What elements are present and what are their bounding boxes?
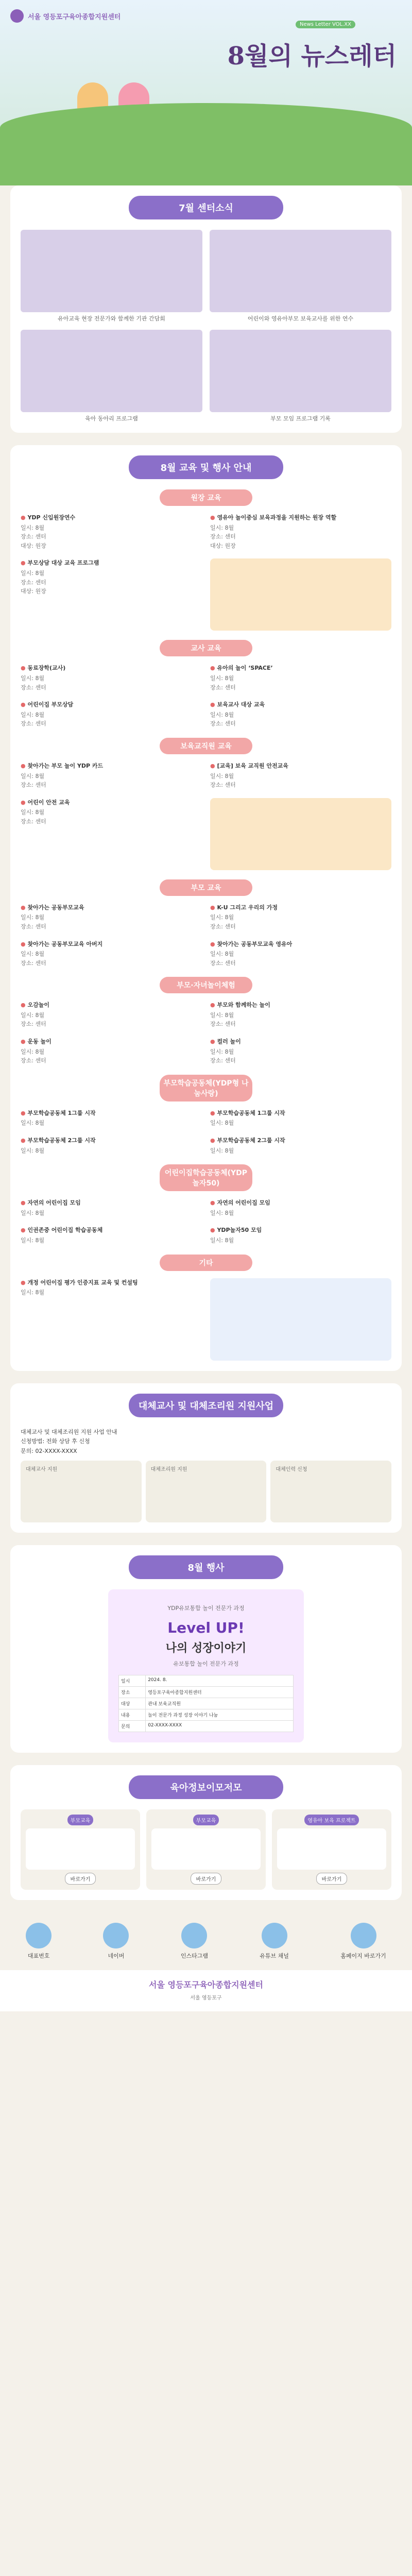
event-name: ● 부모학습공동체 1그룹 시작 <box>210 1109 391 1118</box>
go-button[interactable]: 바로가기 <box>65 1873 96 1885</box>
flag-illustration <box>210 1278 391 1361</box>
logo <box>10 9 121 23</box>
event-line: 일시: 8월 <box>21 711 45 718</box>
poster-title: Level UP! <box>167 1619 245 1636</box>
info-thumb <box>26 1828 135 1870</box>
support-banner: 대체교사 및 대체조리원 지원사업 <box>129 1394 283 1417</box>
photo <box>21 330 202 412</box>
event-item <box>21 940 202 968</box>
event-item <box>210 1198 391 1217</box>
photo-card <box>210 330 391 422</box>
event-line: 일시: 8월 <box>21 674 45 682</box>
event-item <box>21 1278 202 1361</box>
event-line: 일시: 8월 <box>210 711 234 718</box>
go-button[interactable]: 바로가기 <box>191 1873 222 1885</box>
event-line: 일시: 8월 <box>210 1011 234 1019</box>
event-line: 장소: 센터 <box>21 579 46 586</box>
event-item <box>210 700 391 728</box>
table-cell: 장소 <box>119 1686 146 1698</box>
group-title: 어린이집학습공동체(YDP놀자50) <box>160 1164 252 1191</box>
event-line: 장소: 센터 <box>210 1021 236 1028</box>
center-news-section <box>10 185 402 433</box>
event-name: ● 운동 놀이 <box>21 1037 202 1046</box>
event-name: ● 부모학습공동체 2그룹 시작 <box>210 1136 391 1145</box>
event-line: 일시: 8월 <box>21 1011 45 1019</box>
event-line: 장소: 센터 <box>21 923 46 930</box>
event-name: ● 보육교사 대상 교육 <box>210 700 391 709</box>
poster-subtitle: 나의 성장이야기 <box>165 1641 247 1655</box>
photo <box>21 230 202 312</box>
event-line: 대상: 원장 <box>210 542 236 549</box>
event-line: 일시: 8월 <box>210 1237 234 1244</box>
issue-badge: News Letter VOL.XX <box>296 21 355 28</box>
event-item <box>21 1226 202 1245</box>
footer-address: 서울 영등포구 <box>190 1995 222 2001</box>
event-name: ● 오감놀이 <box>21 1001 202 1010</box>
event-item <box>210 513 391 550</box>
august-event-banner: 8월 행사 <box>129 1555 283 1579</box>
event-line: 장소: 센터 <box>210 782 236 789</box>
link-label: 홈페이지 바로가기 <box>340 1952 386 1959</box>
event-item <box>21 798 202 870</box>
event-name: ● 찾아가는 공동부모교육 아버지 <box>21 940 202 949</box>
event-line: 장소: 센터 <box>210 720 236 727</box>
event-name: ● 부모학습공동체 1그룹 시작 <box>21 1109 202 1118</box>
support-text <box>21 1428 391 1456</box>
event-line: 장소: 센터 <box>21 720 46 727</box>
event-item <box>21 761 202 790</box>
event-line: 장소: 센터 <box>210 684 236 691</box>
table-row <box>119 1675 294 1686</box>
table-row <box>119 1720 294 1732</box>
event-item <box>21 1198 202 1217</box>
event-item <box>210 664 391 692</box>
event-line: 장소: 센터 <box>210 923 236 930</box>
event-name: ● 부모상담 대상 교육 프로그램 <box>21 558 202 568</box>
bottom-links <box>0 1912 412 1970</box>
photo-caption: 부모 모임 프로그램 기록 <box>270 415 331 422</box>
event-list <box>21 1001 391 1065</box>
info-banner: 육아정보이모저모 <box>129 1775 283 1799</box>
support-card[interactable] <box>146 1461 267 1522</box>
event-line: 장소: 센터 <box>210 533 236 540</box>
support-card[interactable] <box>270 1461 391 1522</box>
logo-text: 서울 영등포구육아종합지원센터 <box>28 13 121 21</box>
event-name: ● 컬러 놀이 <box>210 1037 391 1046</box>
support-card-label: 대체조리원 지원 <box>150 1466 187 1472</box>
event-line: 장소: 센터 <box>210 1057 236 1064</box>
homepage-link[interactable] <box>340 1923 386 1960</box>
blog-icon <box>103 1923 129 1948</box>
info-cards <box>21 1809 391 1890</box>
group-title: 교사 교육 <box>160 640 252 656</box>
event-line: 일시: 8월 <box>210 951 234 958</box>
table-row <box>119 1686 294 1698</box>
center-news-banner: 7월 센터소식 <box>129 196 283 219</box>
event-item <box>210 1001 391 1029</box>
group-title: 부모학습공동체(YDP형 나눔사랑) <box>160 1075 252 1101</box>
home-icon <box>351 1923 376 1948</box>
photo-card <box>21 230 202 323</box>
info-thumb <box>277 1828 386 1870</box>
event-list <box>21 664 391 728</box>
poster-kicker: YDP유보통합 놀이 전문가 과정 <box>167 1604 245 1612</box>
support-line: 대체교사 및 대체조리원 지원 사업 안내 <box>21 1428 117 1435</box>
info-card <box>146 1809 266 1890</box>
youtube-link[interactable] <box>260 1923 289 1960</box>
event-name: ● [교육] 보육 교직원 안전교육 <box>210 761 391 771</box>
group-title: 기타 <box>160 1255 252 1271</box>
event-line: 대상: 원장 <box>21 588 46 595</box>
info-card <box>21 1809 140 1890</box>
info-tag: 영유아 보육 프로젝트 <box>304 1815 358 1825</box>
table-cell: 대상 <box>119 1698 146 1709</box>
event-list <box>21 761 391 870</box>
event-name: ● YDP 신입원장연수 <box>21 513 202 522</box>
event-line: 일시: 8월 <box>21 914 45 921</box>
event-line: 일시: 8월 <box>21 772 45 779</box>
link-label: 인스타그램 <box>180 1952 208 1959</box>
table-row <box>119 1709 294 1720</box>
info-section <box>10 1765 402 1900</box>
event-item <box>210 903 391 931</box>
group-title: 원장 교육 <box>160 489 252 506</box>
event-name: ● 인권존중 어린이집 학습공동체 <box>21 1226 202 1235</box>
table-cell: 일시 <box>119 1675 146 1686</box>
table-cell: 놀이 전문가 과정 성장 이야기 나눔 <box>146 1709 294 1720</box>
event-line: 장소: 센터 <box>21 959 46 967</box>
support-card-label: 대체교사 지원 <box>26 1466 58 1472</box>
table-cell: 내용 <box>119 1709 146 1720</box>
group-title: 부모 교육 <box>160 879 252 896</box>
event-list <box>21 1198 391 1245</box>
autumn-illustration <box>210 558 391 631</box>
phone-icon <box>26 1923 52 1948</box>
event-line: 일시: 8월 <box>210 1147 234 1154</box>
link-label: 네이버 <box>108 1952 125 1959</box>
event-item <box>210 1037 391 1065</box>
table-row <box>119 1698 294 1709</box>
event-line: 일시: 8월 <box>210 1120 234 1127</box>
logo-icon <box>10 9 24 23</box>
table-cell: 문의 <box>119 1720 146 1732</box>
photo-card <box>21 330 202 422</box>
event-name: ● K-U 그리고 우리의 가정 <box>210 903 391 912</box>
event-line: 장소: 센터 <box>21 533 46 540</box>
event-line: 장소: 센터 <box>21 1021 46 1028</box>
event-line: 일시: 8월 <box>21 1237 45 1244</box>
table-cell: 관내 보육교직원 <box>146 1698 294 1709</box>
go-button[interactable]: 바로가기 <box>316 1873 348 1885</box>
instagram-icon <box>181 1923 207 1948</box>
event-item <box>21 513 202 550</box>
support-line: 신청방법: 전화 상담 후 신청 <box>21 1438 90 1445</box>
event-line: 일시: 8월 <box>210 1209 234 1216</box>
event-name: ● 찾아가는 공동부모교육 영유아 <box>210 940 391 949</box>
event-name: ● 어린이집 부모상담 <box>21 700 202 709</box>
field-illustration <box>0 103 412 185</box>
event-line: 일시: 8월 <box>21 524 45 531</box>
support-section <box>10 1383 402 1533</box>
event-item <box>21 664 202 692</box>
info-tag: 부모교육 <box>193 1815 219 1825</box>
info-card <box>272 1809 391 1890</box>
event-name: ● 부모와 함께하는 놀이 <box>210 1001 391 1010</box>
photo-caption: 어린이와 영유아부모 보육교사를 위한 연수 <box>247 315 354 322</box>
event-item <box>21 1136 202 1155</box>
event-line: 장소: 센터 <box>210 959 236 967</box>
event-name: ● 유아의 놀이 ‘SPACE’ <box>210 664 391 673</box>
table-cell: 영등포구육아종합지원센터 <box>146 1686 294 1698</box>
event-line: 장소: 센터 <box>21 1057 46 1064</box>
youtube-icon <box>262 1923 287 1948</box>
event-line: 일시: 8월 <box>21 951 45 958</box>
event-name: ● YDP놀자50 모임 <box>210 1226 391 1235</box>
events-banner: 8월 교육 및 행사 안내 <box>129 455 283 479</box>
event-list <box>21 1109 391 1155</box>
footer-org: 서울 영등포구육아종합지원센터 <box>149 1979 263 1990</box>
event-item <box>21 1001 202 1029</box>
table-cell: 02-XXXX-XXXX <box>146 1720 294 1732</box>
poster-table <box>118 1675 294 1732</box>
link-label: 유튜브 채널 <box>260 1952 289 1959</box>
photo-caption: 육아 동아리 프로그램 <box>85 415 138 422</box>
link-label: 대표번호 <box>27 1952 50 1959</box>
event-line: 일시: 8월 <box>210 772 234 779</box>
event-line: 일시: 8월 <box>210 1048 234 1055</box>
event-line: 일시: 8월 <box>210 674 234 682</box>
event-name: ● 찾아가는 공동부모교육 <box>21 903 202 912</box>
event-name: ● 찾아가는 부모 놀이 YDP 카드 <box>21 761 202 771</box>
event-line: 일시: 8월 <box>21 809 45 816</box>
event-name: ● 영유아 놀이중심 보육과정을 지원하는 원장 역할 <box>210 513 391 522</box>
event-poster <box>108 1589 304 1742</box>
event-line: 장소: 센터 <box>21 782 46 789</box>
photo <box>210 230 391 312</box>
footer <box>0 1970 412 2011</box>
photo-caption: 유아교육 현장 전문가와 함께한 기관 간담회 <box>58 315 165 322</box>
poster-desc: 유보통합 놀이 전문가 과정 <box>173 1660 239 1667</box>
event-line: 일시: 8월 <box>21 1048 45 1055</box>
event-line: 일시: 8월 <box>210 914 234 921</box>
event-line: 장소: 센터 <box>21 684 46 691</box>
support-line: 문의: 02-XXXX-XXXX <box>21 1447 77 1454</box>
header-banner <box>0 0 412 185</box>
event-item <box>210 940 391 968</box>
event-item <box>21 558 202 631</box>
event-line: 일시: 8월 <box>21 1209 45 1216</box>
event-line: 일시: 8월 <box>21 569 45 577</box>
table-cell: 2024. 8. <box>146 1675 294 1686</box>
event-item <box>21 903 202 931</box>
event-item <box>21 1037 202 1065</box>
event-list <box>21 903 391 968</box>
event-item <box>210 1226 391 1245</box>
event-name: ● 어린이 안전 교육 <box>21 798 202 807</box>
photo <box>210 330 391 412</box>
blog-link[interactable] <box>103 1923 129 1960</box>
event-line: 일시: 8월 <box>21 1289 45 1296</box>
safety-illustration <box>210 798 391 870</box>
event-name: ● 개정 어린이집 평가 인증지표 교육 및 컨설팅 <box>21 1278 202 1287</box>
event-item <box>210 1109 391 1128</box>
event-line: 일시: 8월 <box>210 524 234 531</box>
event-item <box>21 1109 202 1128</box>
info-thumb <box>151 1828 261 1870</box>
phone-link[interactable] <box>26 1923 52 1960</box>
event-list <box>21 513 391 631</box>
event-line: 대상: 원장 <box>21 542 46 549</box>
august-event-section <box>10 1545 402 1753</box>
info-tag: 부모교육 <box>67 1815 94 1825</box>
support-cards <box>21 1461 391 1522</box>
event-line: 일시: 8월 <box>21 1120 45 1127</box>
event-name: ● 자연의 어린이집 모임 <box>210 1198 391 1208</box>
instagram-link[interactable] <box>181 1923 208 1960</box>
event-line: 장소: 센터 <box>21 818 46 825</box>
event-list <box>21 1278 391 1361</box>
event-name: ● 동료장학(교사) <box>21 664 202 673</box>
photo-card <box>210 230 391 323</box>
support-card-label: 대체인력 신청 <box>276 1466 307 1472</box>
events-section <box>10 445 402 1371</box>
event-name: ● 자연의 어린이집 모임 <box>21 1198 202 1208</box>
event-item <box>21 700 202 728</box>
event-name: ● 부모학습공동체 2그룹 시작 <box>21 1136 202 1145</box>
photo-grid <box>21 230 391 422</box>
group-title: 보육교직원 교육 <box>160 738 252 754</box>
newsletter-title: 8월의 뉴스레터 <box>227 42 397 71</box>
group-title: 부모·자녀놀이체험 <box>160 977 252 993</box>
event-line: 일시: 8월 <box>21 1147 45 1154</box>
event-item <box>210 761 391 790</box>
support-card[interactable] <box>21 1461 142 1522</box>
event-item <box>210 1136 391 1155</box>
